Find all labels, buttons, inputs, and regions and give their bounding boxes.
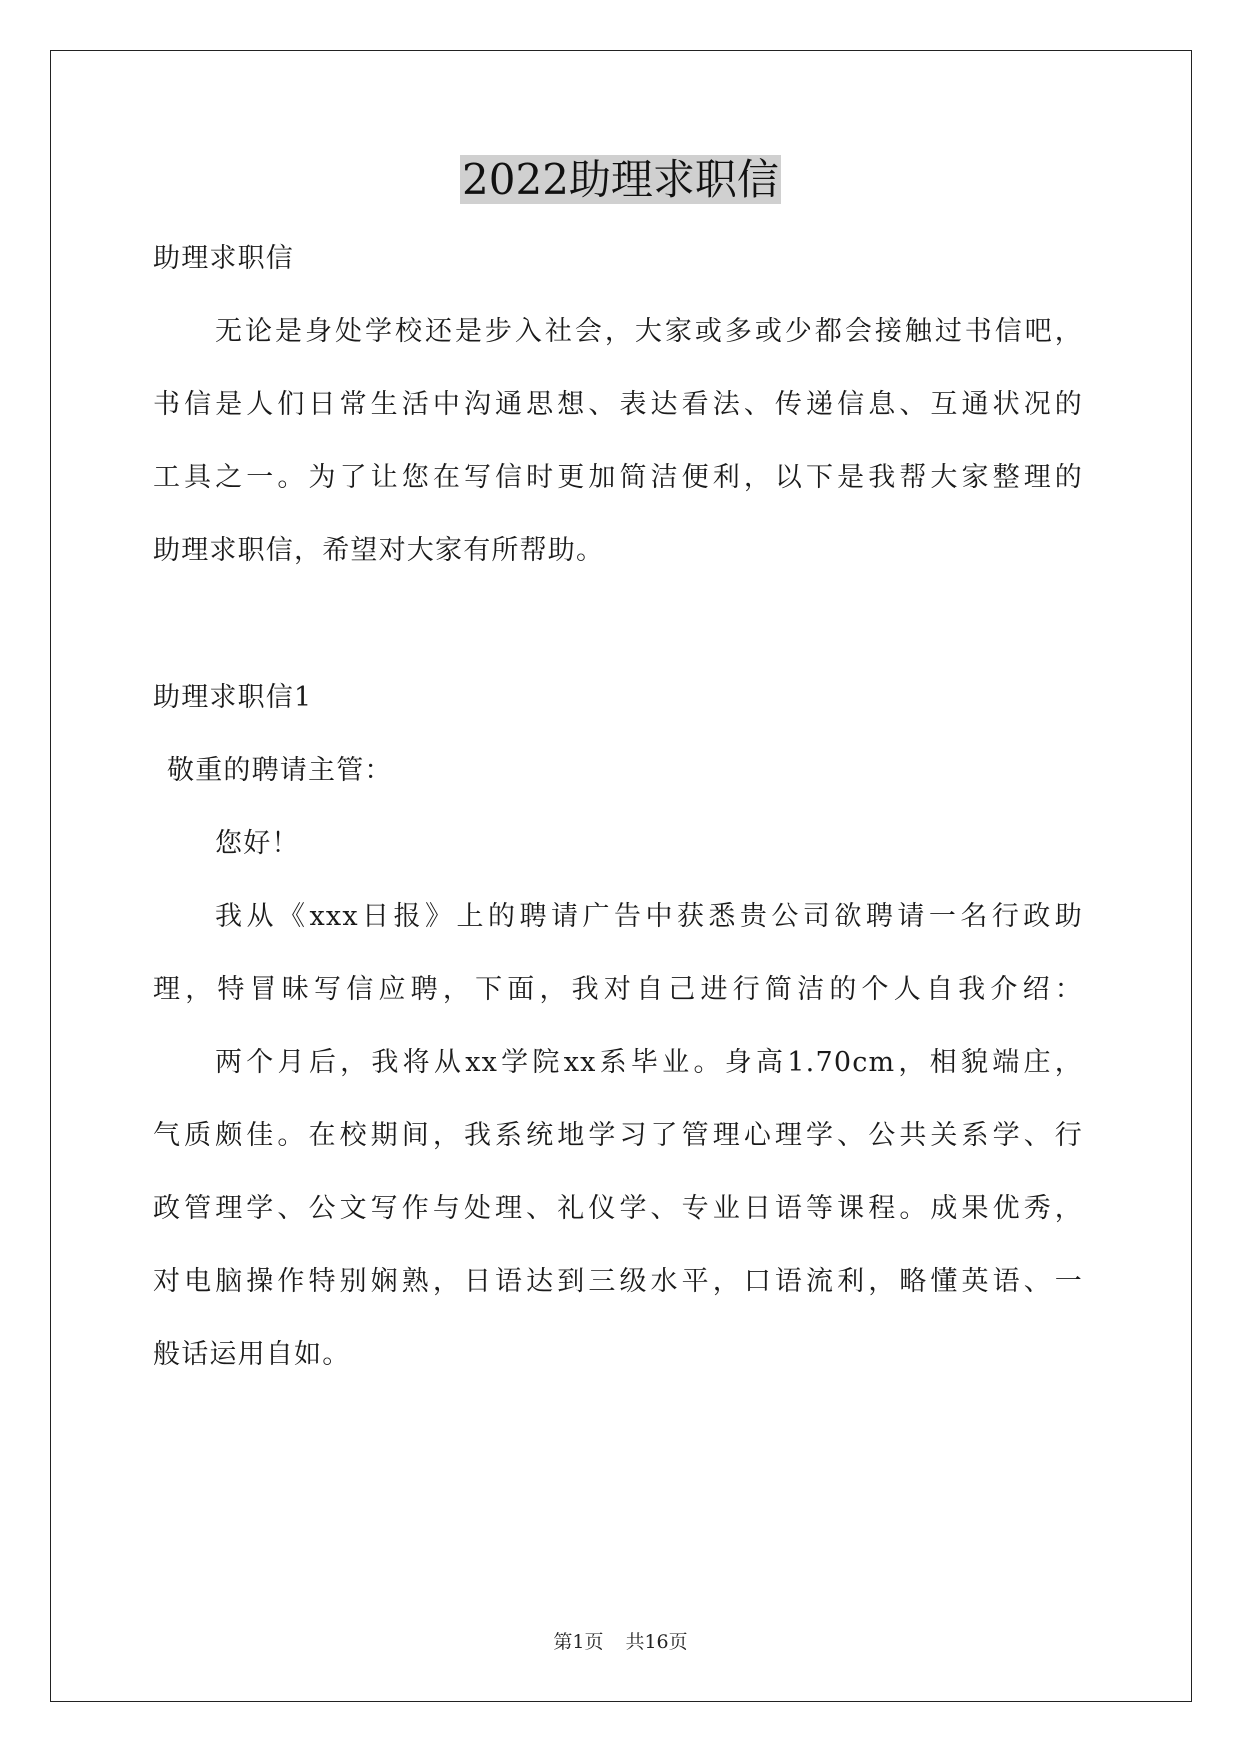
greeting: 您好！ [215, 828, 300, 859]
body-line: 理，特冒昧写信应聘，下面，我对自己进行简洁的个人自我介绍： [153, 974, 1083, 1005]
intro-line: 助理求职信，希望对大家有所帮助。 [153, 535, 605, 566]
page-total: 共16页 [625, 1631, 688, 1653]
intro-line: 工具之一。为了让您在写信时更加简洁便利，以下是我帮大家整理的 [153, 462, 1083, 493]
body-line: 两个月后，我将从xx学院xx系毕业。身高1.70cm，相貌端庄， [215, 1047, 1083, 1078]
page-border [50, 50, 1192, 1702]
body-line: 我从《xxx日报》上的聘请广告中获悉贵公司欲聘请一名行政助 [215, 901, 1083, 932]
page-number: 第1页 [553, 1631, 604, 1653]
letter-heading: 助理求职信 [153, 243, 294, 274]
salutation: 敬重的聘请主管： [167, 755, 393, 786]
page-footer [0, 1627, 1241, 1654]
document-title-text: 2022助理求职信 [462, 155, 779, 204]
intro-line: 书信是人们日常生活中沟通思想、表达看法、传递信息、互通状况的 [153, 389, 1083, 420]
intro-line: 无论是身处学校还是步入社会，大家或多或少都会接触过书信吧， [215, 316, 1083, 347]
body-line: 气质颇佳。在校期间，我系统地学习了管理心理学、公共关系学、行 [153, 1120, 1083, 1151]
section-title: 助理求职信1 [153, 682, 313, 713]
body-line: 政管理学、公文写作与处理、礼仪学、专业日语等课程。成果优秀， [153, 1193, 1083, 1224]
document-title [0, 150, 1241, 210]
body-line: 对电脑操作特别娴熟，日语达到三级水平，口语流利，略懂英语、一 [153, 1266, 1083, 1297]
body-line: 般话运用自如。 [153, 1339, 351, 1370]
